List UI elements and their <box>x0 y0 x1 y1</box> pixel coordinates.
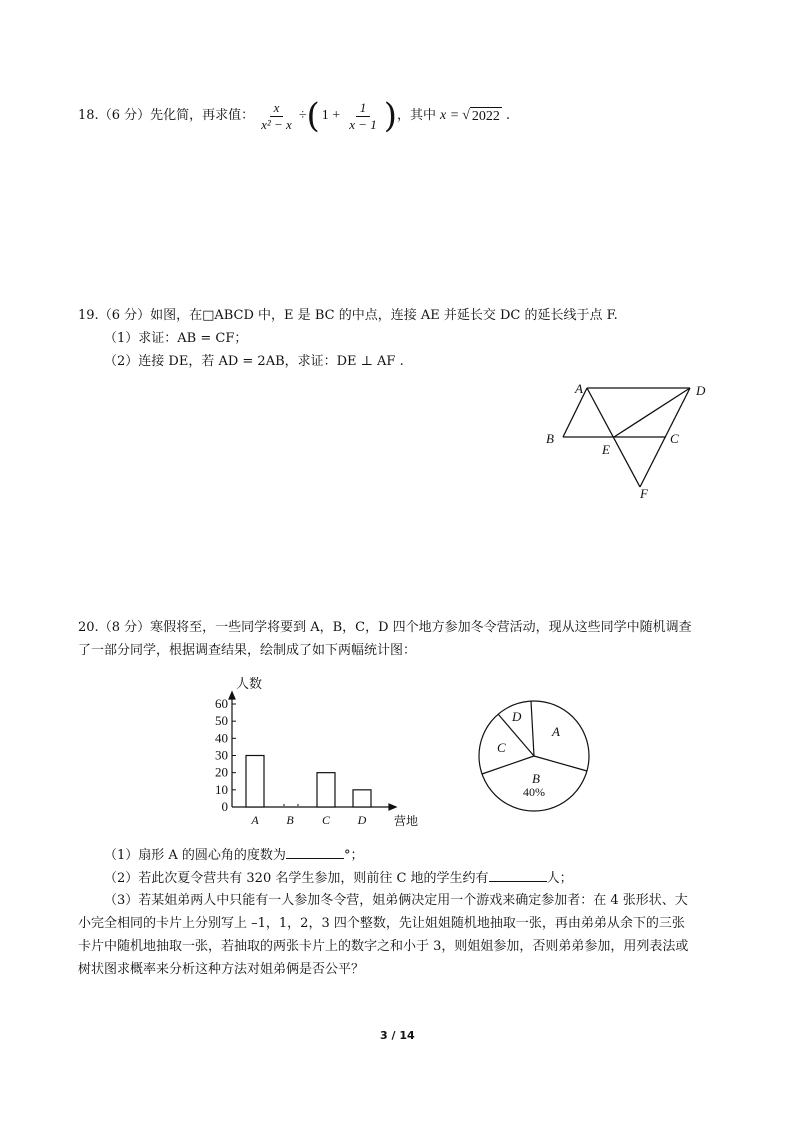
question-20-part-1: （1）扇形 A 的圆心角的度数为 °； <box>104 848 364 863</box>
x-equals: x = <box>440 108 460 123</box>
question-18-end: . <box>505 108 511 123</box>
y-tick-label: 40 <box>215 730 228 746</box>
bar-chart <box>200 674 430 834</box>
question-20-part-3-line-4: 树状图求概率来分析这种方法对姐弟俩是否公平？ <box>78 962 365 977</box>
question-19-number: 19. <box>78 308 99 323</box>
question-18-score: （6 分） <box>98 108 151 123</box>
question-18-number: 18. <box>78 108 99 123</box>
question-20-part-3-line-2: 小完全相同的卡片上分别写上 –1，1，2，3 四个整数，先让姐姐随机地抽取一张，再由弟弟从余下的三张 <box>78 916 685 931</box>
question-20-part-2: （2）若此次夏令营共有 320 名学生参加，则前往 C 地的学生约有 人； <box>104 871 573 886</box>
point-label-F: F <box>640 486 648 501</box>
pie-slice-label-B: B <box>532 771 540 786</box>
point-label-C: C <box>670 431 679 446</box>
y-tick-label: 20 <box>215 764 228 780</box>
x-tick-label-A: A <box>251 813 259 827</box>
right-paren: ) <box>383 96 397 136</box>
pie-slice-label-C: C <box>497 740 506 755</box>
question-20-stem-line-1 <box>78 619 692 637</box>
pie-chart <box>472 694 596 818</box>
y-tick-label: 50 <box>215 713 228 729</box>
question-19-part-2: （2）连接 DE，若 AD = 2AB，求证：DE ⊥ AF . <box>104 354 404 369</box>
question-20-score: （8 分） <box>98 620 151 635</box>
x-tick-label-D: D <box>357 813 367 827</box>
bar-C <box>317 773 335 807</box>
question-18-condition: ，其中 <box>397 108 437 123</box>
divide-sign: ÷ <box>298 108 307 123</box>
x-axis-arrow <box>389 804 396 810</box>
fraction-x-over-x2-minus-x: $\frac{x}{\text{x² − x}}$ <box>261 99 292 132</box>
y-tick-label: 30 <box>215 747 228 763</box>
question-20-text-1: 寒假将至，一些同学将要到 A，B，C，D 四个地方参加冬令营活动，现从这些同学中随机调查 <box>150 620 692 635</box>
sqrt-value: 2022 <box>471 108 500 124</box>
fraction-1-over-x-minus-1: $\frac{1}{x - 1}$ <box>349 99 377 132</box>
question-19-stem <box>78 307 618 325</box>
question-19-score: （6 分） <box>98 308 151 323</box>
point-label-B: B <box>546 431 554 446</box>
answer-blank-count[interactable] <box>489 869 547 882</box>
segment-DE <box>614 388 690 437</box>
x-tick-label-B: B <box>286 813 294 827</box>
pie-slice-B-percent: 40% <box>523 785 545 799</box>
one-plus: 1 + <box>321 108 341 123</box>
question-20-part-3-line-3: 卡片中随机地抽取一张，若抽取的两张卡片上的数字之和小于 3，则姐姐参加，否则弟弟参加，用列表法或 <box>78 939 689 954</box>
bar-D <box>353 790 371 807</box>
point-label-E: E <box>602 442 610 457</box>
x-tick-label-C: C <box>321 813 331 827</box>
bar-chart-x-label: 营地 <box>394 814 419 828</box>
question-19-text: 如图，在□ABCD 中，E 是 BC 的中点，连接 AE 并延长交 DC 的延长线于点 F. <box>150 308 618 323</box>
point-label-A: A <box>575 381 583 396</box>
left-paren: ( <box>306 96 320 136</box>
question-19-part-1: （1）求证：AB = CF； <box>104 331 248 346</box>
point-label-D: D <box>696 383 706 398</box>
y-tick-label: 0 <box>221 799 228 814</box>
pie-slice-label-D: D <box>512 709 522 724</box>
bar-chart-y-label: 人数 <box>236 676 263 691</box>
pie-slice-label-A: A <box>552 724 560 739</box>
y-tick-label: 10 <box>215 781 228 797</box>
answer-blank-angle[interactable] <box>286 846 344 859</box>
y-axis-arrow <box>229 692 235 699</box>
question-20-stem-line-2: 了一部分同学，根据调查结果，绘制成了如下两幅统计图： <box>78 643 417 658</box>
page-number: 3 / 14 <box>380 1029 415 1042</box>
sqrt-sign: √ <box>462 108 470 123</box>
question-18 <box>78 96 511 136</box>
y-tick-label: 60 <box>215 696 228 711</box>
parallelogram-figure <box>540 378 720 502</box>
question-20-number: 20. <box>78 620 99 635</box>
bar-A <box>246 756 264 808</box>
question-18-prompt: 先化简，再求值： <box>150 108 255 123</box>
question-20-part-3-line-1: （3）若某姐弟两人中只能有一人参加冬令营，姐弟俩决定用一个游戏来确定参加者：在 4 张形状、大 <box>104 893 688 908</box>
